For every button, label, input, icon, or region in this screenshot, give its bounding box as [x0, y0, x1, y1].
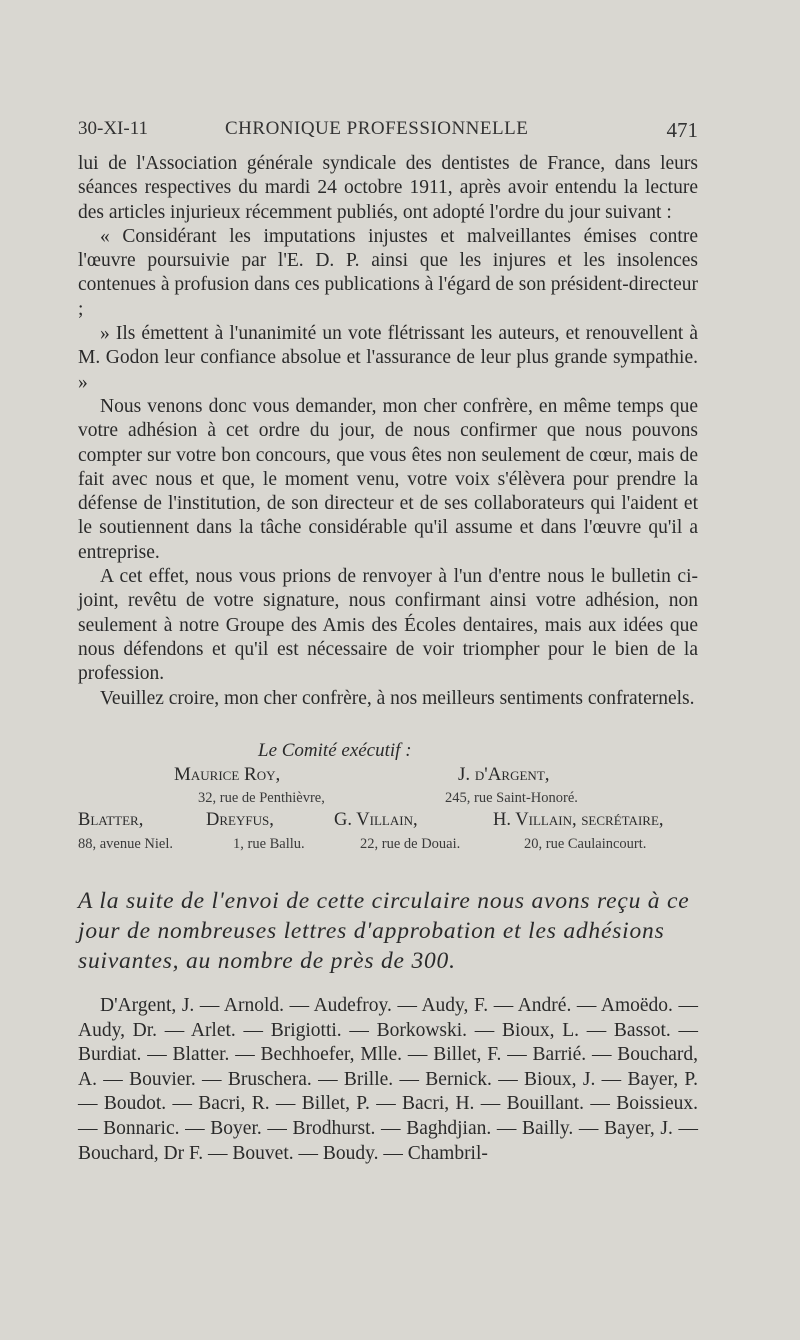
names-paragraph: D'Argent, J. — Arnold. — Audefroy. — Audy, F. — André. — Amoëdo. — Audy, Dr. — Arlet. — Brigiotti. — Borkowski. — Bioux, L. — Bassot. — Burdiat. — Blatter. — Bechhoefer, Mlle. — Billet, F. — Barrié. — Bouchard, A. — Bouvier. — Bruschera. — Brille. — Bernick. — Bioux, J. — Bayer, P. — Boudot. — Bacri, R. — Billet, P. — Bacri, H. — Bouillant. — Boissieux. — Bonnaric. — Boyer. — Brodhurst. — Baghdjian. — Bailly. — Bayer, J. — Bouchard, Dr F. — Bouvet. — Boudy. — Chambril- [78, 995, 698, 1164]
committee-title: Le Comité exécutif : [258, 740, 412, 761]
paragraph: Veuillez croire, mon cher confrère, à nos meilleurs sentiments confraternels. [100, 687, 695, 709]
signatory-address: 88, avenue Niel. [78, 836, 174, 852]
signatory-address: 20, rue Caulaincourt. [524, 836, 647, 852]
paragraph: Nous venons donc vous demander, mon cher confrère, en même temps que votre adhésion à cet ordre du jour, de nous confirmer que nous pouvons compter sur votre bon concours, que vous êtes non seulement de cœur, mais de fait avec nous et que, le moment venu, votre voix s'élèvera pour prendre la défense de l'institution, de son directeur et de ses collaborateurs qui l'aident et le soutiennent dans la tâche considérable qu'il assume et dans l'œuvre qu'il a entreprise. [78, 395, 698, 563]
signatory-address: 22, rue de Douai. [360, 836, 461, 852]
signatory-address: 32, rue de Penthièvre, [198, 790, 325, 806]
paragraph: » Ils émettent à l'unanimité un vote flétrissant les auteurs, et renouvellent à M. Godon leur confiance absolue et l'assurance de leur plus grande sympathie. » [78, 323, 698, 393]
signatory-name: G. Villain, [334, 810, 418, 830]
header-title: CHRONIQUE PROFESSIONNELLE [225, 118, 529, 139]
announcement-heading: A la suite de l'envoi de cette circulaire nous avons reçu à ce jour de nombreuses lettres d'approbation et les adhésions suivantes, au nombre de près de 300. [78, 888, 690, 974]
signatory-address: 1, rue Ballu. [233, 836, 305, 852]
signatory-name: J. d'Argent, [458, 764, 550, 785]
signatory-address: 245, rue Saint-Honoré. [445, 790, 578, 806]
letter-body [78, 152, 698, 711]
adherents-list [78, 994, 698, 1166]
signatory-name: Blatter, [78, 810, 144, 830]
running-header [78, 118, 698, 144]
paragraph: lui de l'Association générale syndicale des dentistes de France, dans leurs séances respectives du mardi 24 octobre 1911, après avoir entendu la lecture des articles injurieux récemment publiés, ont adopté l'ordre du jour suivant : [78, 153, 698, 223]
paragraph: « Considérant les imputations injustes et malveillantes émises contre l'œuvre poursuivie par l'E. D. P. ainsi que les injures et les insolences contenues à profusion dans ces publications à l'égard de son président-directeur ; [78, 225, 698, 320]
page-number: 471 [666, 118, 698, 142]
header-date: 30-XI-11 [78, 118, 148, 139]
signatory-name: H. Villain, secrétaire, [493, 810, 664, 830]
signatory-name: Maurice Roy, [174, 764, 281, 785]
paragraph: A cet effet, nous vous prions de renvoyer à l'un d'entre nous le bulletin ci-joint, revêtu de votre signature, nous confirmant ainsi votre adhésion, non seulement à notre Groupe des Amis des Écoles dentaires, mais aux idées que nous défendons et qu'il est nécessaire de voir triompher pour le bien de la profession. [78, 566, 698, 685]
signatory-name: Dreyfus, [206, 810, 274, 830]
